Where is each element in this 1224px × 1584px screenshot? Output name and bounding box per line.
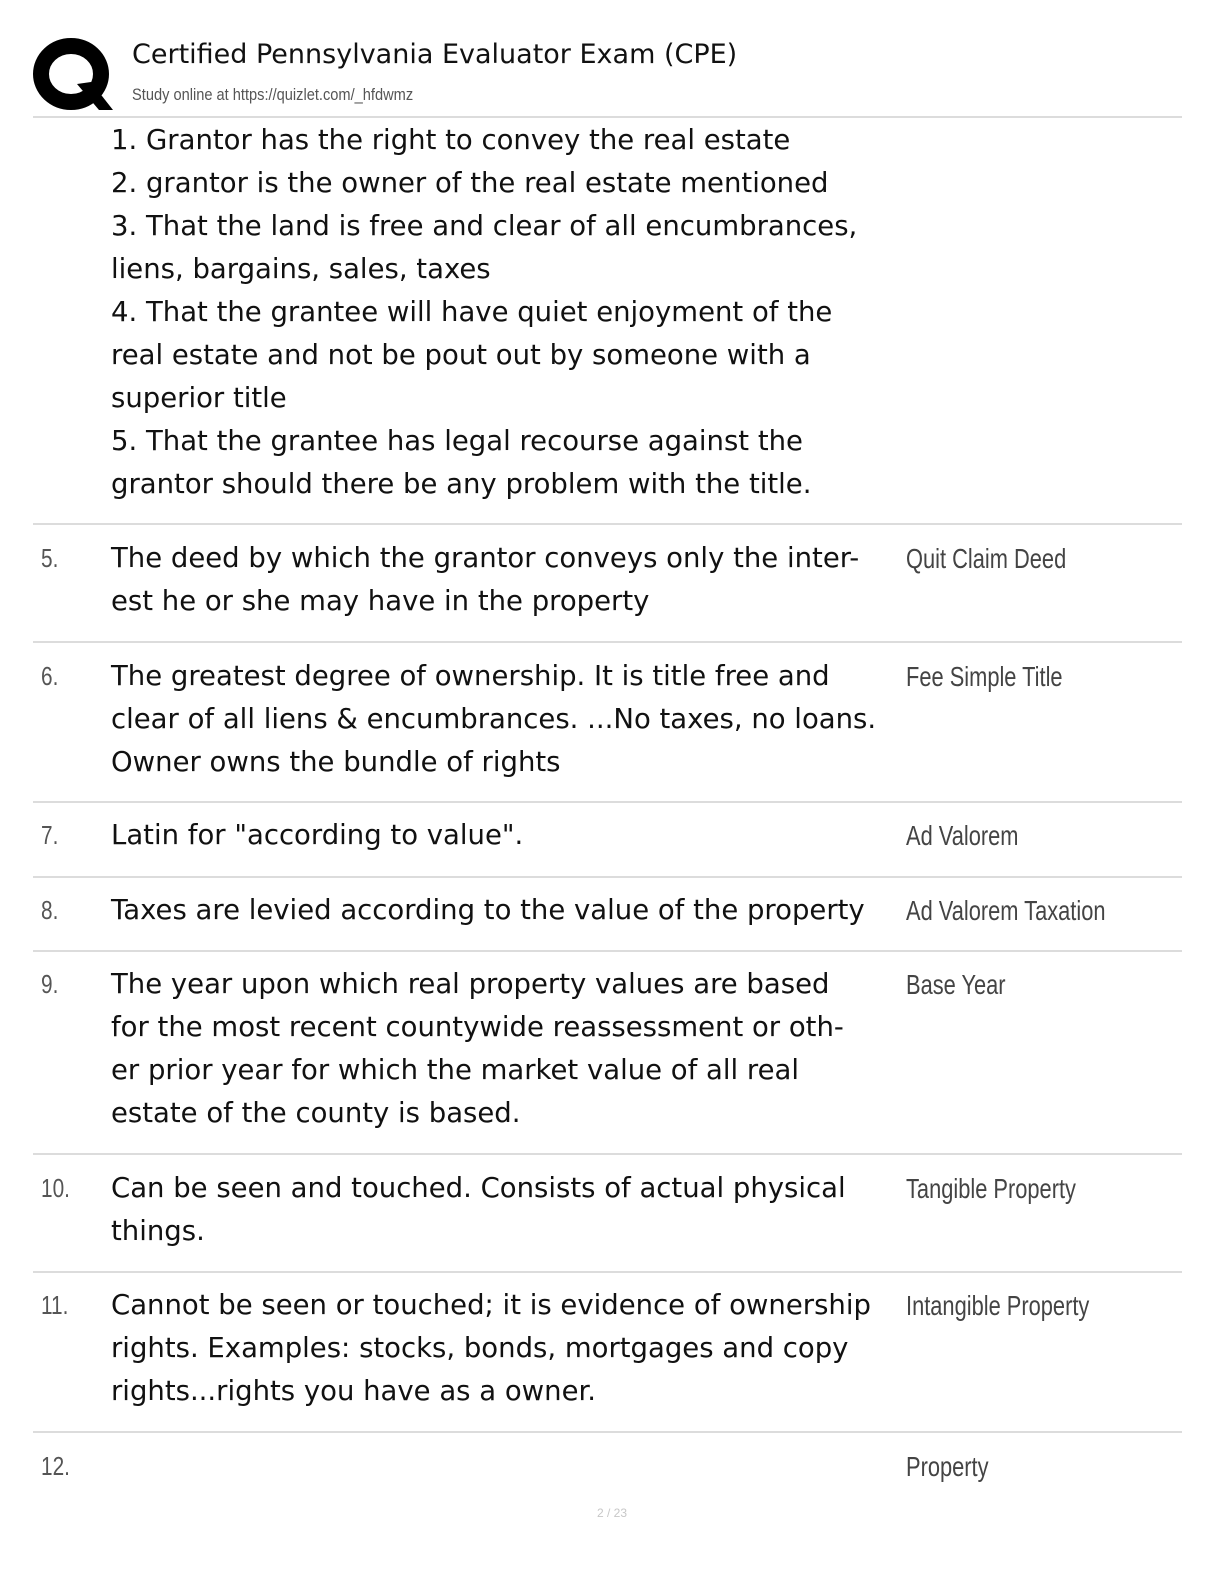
card-divider [33,641,1182,643]
definition-line: The deed by which the grantor conveys only the inter- [111,542,860,574]
definition-line: Can be seen and touched. Consists of actual physical [111,1172,846,1204]
definition-line: The year upon which real property values are based [111,968,830,1000]
card-term: Ad Valorem [906,820,1019,851]
card-number: 10. [41,1173,70,1203]
card-definition [111,814,906,857]
definition-line: er prior year for which the market value of all real [111,1054,800,1086]
definition-line: 5. That the grantee has legal recourse against the [111,425,803,457]
page-title: Certified Pennsylvania Evaluator Exam (CPE) [132,39,738,70]
card-term: Ad Valorem Taxation [906,895,1106,926]
definition-line: things. [111,1215,205,1247]
definition-line: for the most recent countywide reassessment or oth- [111,1011,844,1043]
definition-line: Owner owns the bundle of rights [111,746,561,778]
card-divider [33,876,1182,878]
definition-line: Latin for "according to value". [111,819,524,851]
definition-line: 4. That the grantee will have quiet enjoyment of the [111,296,833,328]
card-divider [33,1431,1182,1433]
definition-line: 2. grantor is the owner of the real estate mentioned [111,167,829,199]
definition-line: 1. Grantor has the right to convey the real estate [111,124,791,156]
card-definition [111,1284,906,1413]
card-term: Base Year [906,969,1006,1000]
card-term: Fee Simple Title [906,661,1063,692]
card-term: Intangible Property [906,1290,1090,1321]
card-term: Quit Claim Deed [906,543,1067,574]
card-number: 7. [41,820,59,850]
card-number: 8. [41,895,59,925]
quizlet-logo-icon [33,36,113,112]
card-term: Property [906,1451,989,1482]
definition-line: est he or she may have in the property [111,585,650,617]
card-divider [33,1153,1182,1155]
definition-line: liens, bargains, sales, taxes [111,253,491,285]
definition-line: rights. Examples: stocks, bonds, mortgages and copy [111,1332,849,1364]
card-divider [33,1271,1182,1273]
definition-line: Cannot be seen or touched; it is evidence of ownership [111,1289,871,1321]
definition-line: real estate and not be pout out by someone with a [111,339,811,371]
continued-definition [111,119,906,506]
definition-line: estate of the county is based. [111,1097,521,1129]
card-definition [111,889,906,932]
card-number: 11. [41,1290,69,1320]
definition-line: Taxes are levied according to the value of the property [111,894,865,926]
card-definition [111,963,906,1135]
card-definition [111,1167,906,1253]
definition-line: clear of all liens & encumbrances. ...No taxes, no loans. [111,703,877,735]
definition-line: 3. That the land is free and clear of all encumbrances, [111,210,858,242]
card-definition [111,655,906,784]
card-number: 5. [41,543,59,573]
card-number: 6. [41,661,59,691]
page-number: 2 / 23 [596,1506,628,1520]
definition-line: superior title [111,382,287,414]
card-definition [111,537,906,623]
card-divider [33,950,1182,952]
card-term: Tangible Property [906,1173,1076,1204]
study-online-link[interactable]: Study online at https://quizlet.com/_hfdwmz [132,85,414,104]
page-header [0,0,1224,118]
definition-line: The greatest degree of ownership. It is title free and [111,660,830,692]
header-divider [33,116,1182,118]
definition-line: rights...rights you have as a owner. [111,1375,597,1407]
card-divider [33,523,1182,525]
definition-line: grantor should there be any problem with the title. [111,468,812,500]
card-number: 9. [41,969,59,999]
card-number: 12. [41,1451,70,1481]
card-divider [33,801,1182,803]
